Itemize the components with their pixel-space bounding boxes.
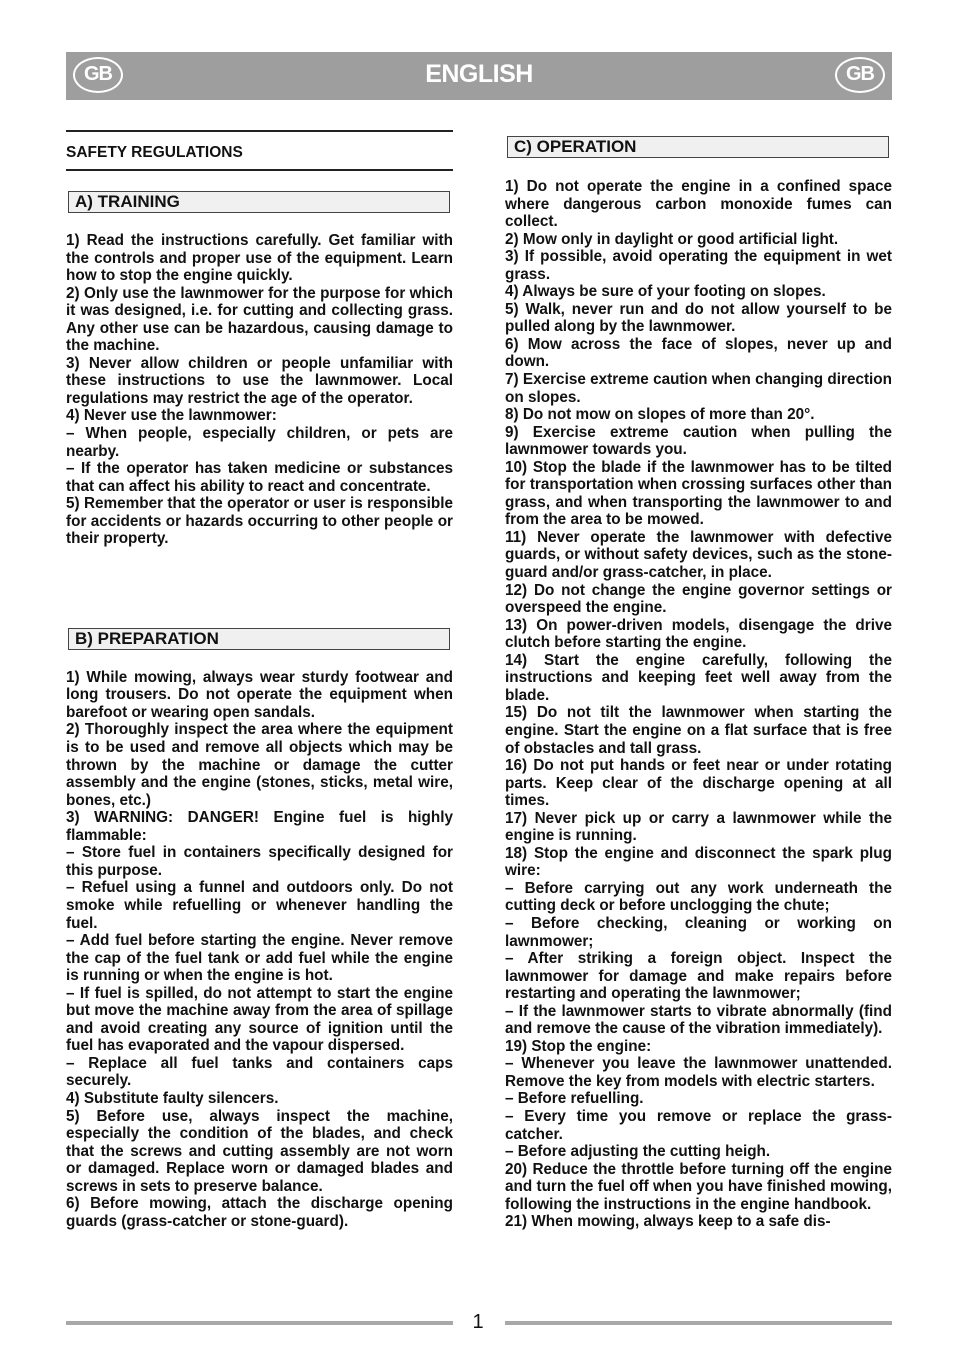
- preparation-line: 6) Before mowing, attach the discharge opening guards (grass-catcher or stone-guard).: [66, 1195, 453, 1230]
- operation-line: 4) Always be sure of your footing on slopes.: [505, 283, 826, 301]
- operation-line: 14) Start the engine carefully, following the instructions and keeping feet well away from the blade.: [505, 651, 892, 704]
- operation-line: 11) Never operate the lawnmower with defective guards, or without safety devices, such as the stone-guard and/or grass-catcher, in place.: [505, 528, 892, 582]
- safety-regulations-title: SAFETY REGULATIONS: [66, 132, 453, 171]
- training-line: – When people, especially children, or pets are nearby.: [66, 425, 453, 460]
- operation-line: 6) Mow across the face of slopes, never up and down.: [505, 335, 892, 371]
- training-line: 1) Read the instructions carefully. Get familiar with the controls and proper use of the equipment. Learn how to stop the engine quickly.: [66, 232, 453, 285]
- training-line: – If the operator has taken medicine or substances that can affect his ability to react and concentrate.: [66, 460, 453, 495]
- preparation-line: – Store fuel in containers specifically designed for this purpose.: [66, 844, 453, 879]
- operation-line: 16) Do not put hands or feet near or under rotating parts. Keep clear of the discharge opening at all times.: [505, 757, 892, 810]
- training-line: 5) Remember that the operator or user is responsible for accidents or hazards occurring to other people or their property.: [66, 495, 453, 548]
- operation-line: – Before refuelling.: [505, 1090, 644, 1108]
- operation-text: [505, 178, 892, 1231]
- header-bar: [66, 52, 892, 100]
- operation-line: 19) Stop the engine:: [505, 1037, 652, 1055]
- operation-line: 21) When mowing, always keep to a safe dis-: [505, 1213, 831, 1231]
- gb-badge-left: GB: [73, 57, 123, 93]
- operation-line: – Before checking, cleaning or working on lawnmower;: [505, 914, 892, 950]
- operation-line: – If the lawnmower starts to vibrate abnormally (find and remove the cause of the vibration immediately).: [505, 1002, 892, 1038]
- preparation-line: – Add fuel before starting the engine. Never remove the cap of the fuel tank or add fuel while the engine is running or when the engine is hot.: [66, 932, 453, 985]
- operation-line: – Before adjusting the cutting heigh.: [505, 1143, 771, 1161]
- operation-line: 10) Stop the blade if the lawnmower has to be tilted for transportation when crossing surfaces other than grass, and when transporting the lawnmower to and from the area to be mowed.: [505, 458, 892, 529]
- gb-badge-right: GB: [835, 57, 885, 93]
- operation-line: 3) If possible, avoid operating the equipment in wet grass.: [505, 248, 892, 283]
- operation-line: 8) Do not mow on slopes of more than 20°.: [505, 406, 815, 424]
- training-text: [66, 232, 453, 548]
- preparation-line: 5) Before use, always inspect the machine, especially the condition of the blades, and check that the screws and cutting assembly are not worn or damaged. Replace worn or damaged blades and screws in sets to preserve balance.: [66, 1107, 453, 1195]
- operation-line: 15) Do not tilt the lawnmower when starting the engine. Start the engine on a flat surface that is free of obstacles and tall grass.: [505, 704, 892, 757]
- operation-line: 5) Walk, never run and do not allow yourself to be pulled along by the lawnmower.: [505, 300, 892, 336]
- page-number: 1: [472, 1311, 484, 1333]
- preparation-line: 2) Thoroughly inspect the area where the equipment is to be used and remove all objects which may be thrown by the machine or damage the cutter assembly and the engine (stones, sticks, metal wire, bones, etc.): [66, 721, 453, 809]
- preparation-line: 1) While mowing, always wear sturdy footwear and long trousers. Do not operate the equipment when barefoot or wearing open sandals.: [66, 668, 453, 721]
- preparation-line: – If fuel is spilled, do not attempt to start the engine but move the machine away from the area of spillage and avoid creating any source of ignition until the fuel has evaporated and the vapour dispersed.: [66, 984, 453, 1055]
- operation-line: 9) Exercise extreme caution when pulling the lawnmower towards you.: [505, 423, 892, 459]
- preparation-line: 4) Substitute faulty silencers.: [66, 1089, 279, 1107]
- operation-heading: C) OPERATION: [507, 136, 889, 158]
- footer-rule-left: [66, 1321, 453, 1325]
- operation-line: 20) Reduce the throttle before turning off the engine and turn the fuel off when you have finished mowing, following the instructions in the engine handbook.: [505, 1160, 892, 1213]
- operation-line: 18) Stop the engine and disconnect the spark plug wire:: [505, 844, 892, 880]
- right-column: [505, 136, 892, 1231]
- operation-line: 7) Exercise extreme caution when changing direction on slopes.: [505, 371, 892, 406]
- operation-line: 2) Mow only in daylight or good artificial light.: [505, 230, 839, 248]
- operation-line: – Whenever you leave the lawnmower unattended. Remove the key from models with electric starters.: [505, 1055, 892, 1090]
- left-column: [66, 130, 453, 1230]
- operation-line: – After striking a foreign object. Inspect the lawnmower for damage and make repairs before restarting and operating the lawnmower;: [505, 950, 892, 1003]
- operation-line: 13) On power-driven models, disengage the drive clutch before starting the engine.: [505, 616, 892, 652]
- operation-line: 17) Never pick up or carry a lawnmower while the engine is running.: [505, 809, 892, 845]
- preparation-heading: B) PREPARATION: [68, 628, 450, 650]
- training-heading: A) TRAINING: [68, 191, 450, 213]
- training-line: 3) Never allow children or people unfamiliar with these instructions to use the lawnmower. Local regulations may restrict the age of the operator.: [66, 354, 453, 407]
- preparation-line: 3) WARNING: DANGER! Engine fuel is highly flammable:: [66, 809, 453, 844]
- footer-rule-right: [505, 1321, 892, 1325]
- operation-line: 1) Do not operate the engine in a confined space where dangerous carbon monoxide fumes can collect.: [505, 178, 892, 231]
- training-line: 4) Never use the lawnmower:: [66, 407, 277, 425]
- operation-line: – Every time you remove or replace the grass-catcher.: [505, 1107, 892, 1143]
- preparation-line: – Refuel using a funnel and outdoors only. Do not smoke while refuelling or whenever handling the fuel.: [66, 879, 453, 932]
- preparation-text: [66, 669, 453, 1231]
- page-title: ENGLISH: [425, 60, 533, 88]
- preparation-line: – Replace all fuel tanks and containers caps securely.: [66, 1054, 453, 1090]
- training-line: 2) Only use the lawnmower for the purpose for which it was designed, i.e. for cutting and collecting grass. Any other use can be hazardous, causing damage to the machine.: [66, 284, 453, 355]
- operation-line: – Before carrying out any work underneath the cutting deck or before unclogging the chute;: [505, 879, 892, 915]
- operation-line: 12) Do not change the engine governor settings or overspeed the engine.: [505, 581, 892, 617]
